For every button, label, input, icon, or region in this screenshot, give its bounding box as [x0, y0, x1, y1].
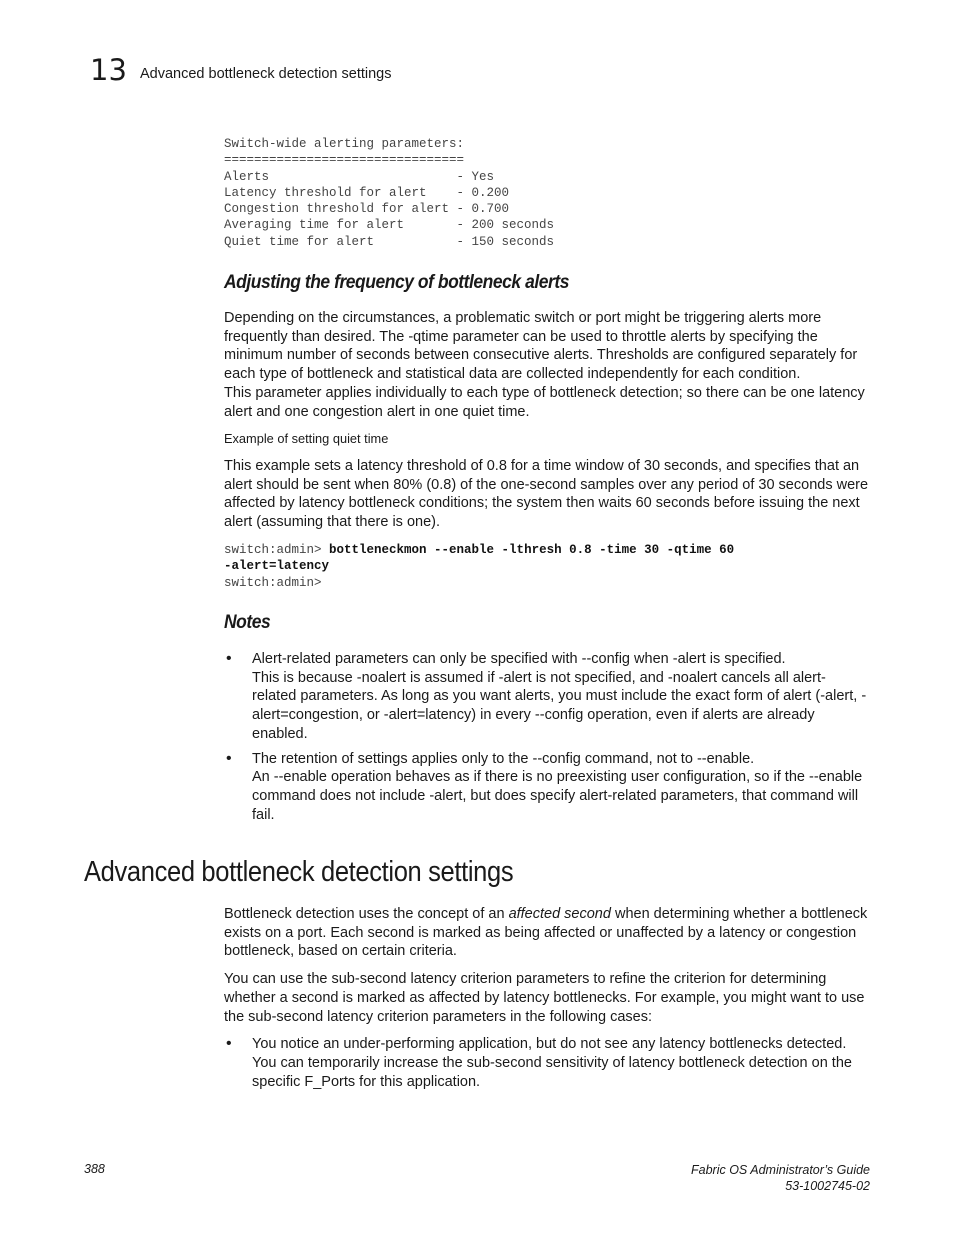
page-number: 388	[84, 1162, 105, 1176]
footer-doc-info	[691, 1162, 870, 1194]
code-line: Latency threshold for alert - 0.200	[224, 185, 510, 200]
chapter-title: Advanced bottleneck detection settings	[140, 66, 392, 82]
bullet-icon: •	[226, 749, 232, 767]
note-item: • Alert-related parameters can only be specified with --config when -alert is specified. This is because -noalert is assumed if -alert is not specified, and -noalert cancels all alert-related parameters. As long as you want alerts, you must include the exact form of alert (-alert, -alert=congestion, or -alert=latency) in every --config operation, even if alerts are already enabled.	[226, 650, 867, 742]
book-title: Fabric OS Administrator’s Guide	[691, 1163, 870, 1177]
paragraph-affected-second: Bottleneck detection uses the concept of an affected second when determining whether a bottleneck exists on a port. Each second is marked as being affected or unaffected by a latency or congestion bottleneck, based on certain criteria.	[224, 906, 868, 960]
note-item: • The retention of settings applies only to the --config command, not to --enable. An --enable operation behaves as if there is no preexisting user configuration, so if the --enable command does not include -alert, but does specify alert-related parameters, that command will fail.	[226, 749, 863, 823]
code-line: Quiet time for alert - 150 seconds	[224, 234, 555, 249]
section-heading-alert-frequency: Adjusting the frequency of bottleneck alerts	[224, 272, 569, 293]
cli-prompt: switch:admin>	[224, 543, 330, 557]
paragraph-intro	[224, 309, 870, 421]
paragraph-individual: This parameter applies individually to each type of bottleneck detection; so there can be one latency alert and one congestion alert in one quiet time.	[224, 384, 865, 420]
code-line: Alerts - Yes	[224, 169, 495, 184]
paragraph-subsecond: You can use the sub-second latency criterion parameters to refine the criterion for determining whether a second is marked as affected by latency bottlenecks. For example, you might want to use the sub-second latency criterion parameters in the following cases:	[224, 971, 865, 1025]
notes-heading: Notes	[224, 612, 271, 633]
section-heading-advanced-settings: Advanced bottleneck detection settings	[84, 856, 514, 888]
text: parameter can be used to throttle alerts by specifying the minimum number of seconds between consecutive alerts. Thresholds are configured separately for each type of bottleneck and statistical data are collected independently for each condition.	[224, 328, 858, 383]
code-line: ================================	[224, 153, 465, 168]
bullet-icon: •	[226, 650, 232, 667]
term-affected-second: affected second	[508, 906, 611, 922]
code-line: Averaging time for alert - 200 seconds	[224, 218, 555, 233]
notes-list	[224, 650, 870, 830]
chapter-number: 13	[90, 53, 127, 87]
param-qtime: -qtime	[408, 328, 449, 345]
code-line: Switch-wide alerting parameters:	[224, 137, 465, 151]
doc-number: 53-1002745-02	[785, 1179, 870, 1193]
section2-body	[224, 905, 870, 1097]
example-text: This example sets a latency threshold of 0.8 for a time window of 30 seconds, and specifies that an alert should be sent when 80% (0.8) of the one-second samples over any period of 30 seconds were affected by latency bottleneck conditions; the system then waits 60 seconds before issuing the next alert (assuming that there is one).	[224, 458, 869, 531]
cli-command-cont: -alert=latency	[224, 559, 330, 574]
code-block-command	[224, 542, 870, 591]
cli-command: bottleneckmon --enable -lthresh 0.8 -time 30 -qtime 60	[329, 543, 735, 557]
example-paragraph	[224, 457, 870, 532]
cli-prompt: switch:admin>	[224, 575, 322, 590]
code-line: Congestion threshold for alert - 0.700	[224, 202, 510, 217]
list-item: • You notice an under-performing application, but do not see any latency bottlenecks detected. You can temporarily increase the sub-second sensitivity of latency bottleneck detection on the specific F_Ports for this application.	[226, 1035, 852, 1090]
bullet-icon: •	[226, 1035, 232, 1053]
text: Depending on the circumstances, a problematic switch or port might be triggering alerts more frequently than desired. The	[224, 310, 822, 345]
example-heading: Example of setting quiet time	[224, 431, 389, 446]
code-block-alert-params	[224, 136, 870, 250]
